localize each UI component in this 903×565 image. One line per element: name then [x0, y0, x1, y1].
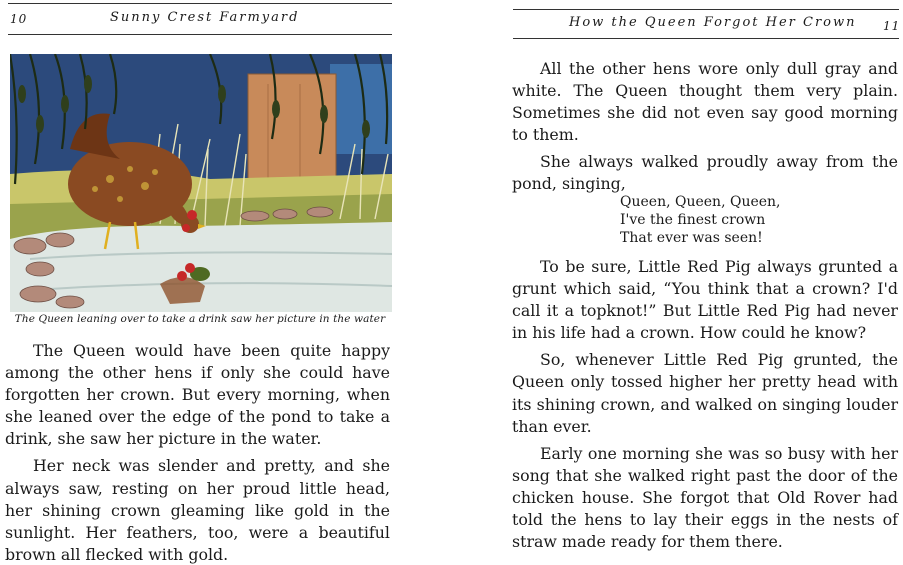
page-number: 10	[10, 12, 28, 26]
left-page	[0, 0, 400, 565]
illustration-caption: The Queen leaning over to take a drink saw her picture in the water	[14, 313, 386, 325]
paragraph: To be sure, Little Red Pig always grunted a grunt which said, “You think that a crown? I'd call it a topknot!” But Little Red Pig had never in his life had a crown. How could he know?	[512, 257, 898, 343]
illustration-graphic	[10, 54, 392, 312]
verse-line: Queen, Queen, Queen,	[620, 194, 781, 210]
right-body-top	[512, 58, 898, 201]
paragraph: So, whenever Little Red Pig grunted, the Queen only tossed higher her pretty head with its shining crown, and walked on singing louder than ever.	[512, 350, 898, 436]
paragraph: Her neck was slender and pretty, and she always saw, resting on her proud little head, her shining crown gleaming like gold in the sunlight. Her feathers, too, were a beautiful brown all flecked with gold.	[5, 456, 390, 564]
paragraph: Early one morning she was so busy with her song that she walked right past the door of the chicken house. She forgot that Old Rover had told the hens to lay their eggs in the nests of straw made ready for them there.	[512, 443, 898, 552]
right-body-bottom	[512, 256, 898, 558]
paragraph: The Queen would have been quite happy among the other hens if only she could have forgotten her crown. But every morning, when she leaned over the edge of the pond to take a drink, she saw her picture in the water.	[5, 341, 390, 449]
crown-reflection	[177, 271, 187, 281]
verse-line: I've the finest crown	[620, 212, 766, 228]
running-head: How the Queen Forgot Her Crown	[569, 15, 857, 30]
header-rule-top	[513, 9, 899, 10]
header-rule-bottom	[8, 34, 392, 35]
right-page	[505, 0, 903, 565]
song-verse	[620, 193, 781, 247]
page-number: 11	[883, 19, 901, 33]
crown	[187, 210, 197, 220]
paragraph: All the other hens wore only dull gray and white. The Queen thought them very plain. Sometimes she did not even say good morning to them.	[512, 59, 898, 145]
paragraph: She always walked proudly away from the pond, singing,	[512, 152, 898, 194]
red-flower	[185, 263, 195, 273]
header-rule-bottom	[513, 38, 899, 39]
left-body	[5, 340, 390, 565]
header-rule-top	[8, 3, 392, 4]
hen-drinking-illustration	[10, 54, 392, 312]
running-head: Sunny Crest Farmyard	[110, 10, 300, 25]
verse-line: That ever was seen!	[620, 230, 763, 246]
